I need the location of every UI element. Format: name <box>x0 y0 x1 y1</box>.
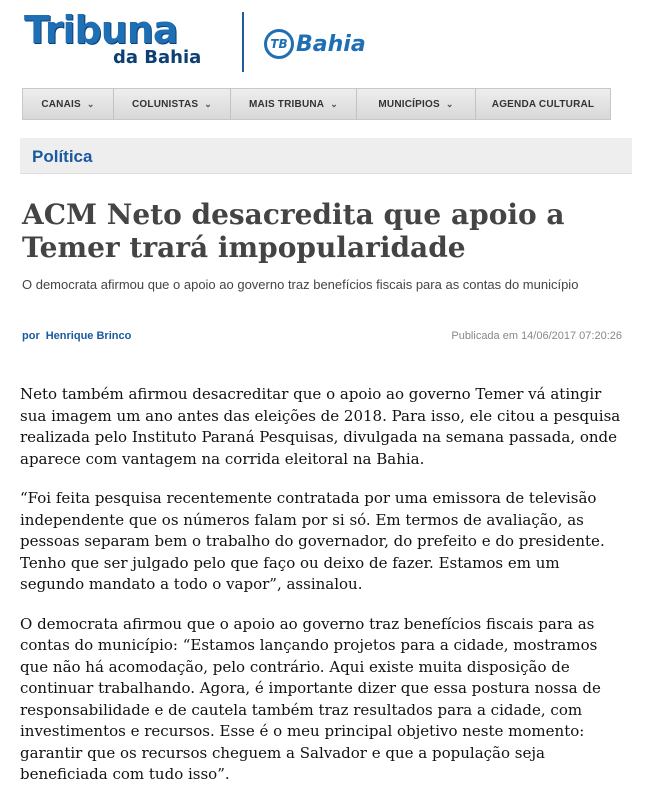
article-headline: ACM Neto desacredita que apoio a Temer trará impopularidade <box>22 198 565 264</box>
tv-name: Bahia <box>296 31 366 57</box>
logo-tribuna[interactable]: Tribuna <box>24 8 178 52</box>
chevron-down-icon: ⌄ <box>330 98 338 109</box>
author-link[interactable]: Henrique Brinco <box>45 330 132 342</box>
main-nav <box>22 88 611 120</box>
chevron-down-icon: ⌄ <box>204 98 212 109</box>
nav-item-agenda-cultural[interactable] <box>476 89 610 119</box>
nav-label: COLUNISTAS <box>131 98 199 110</box>
nav-item-colunistas[interactable] <box>114 89 231 119</box>
article-paragraph: O democrata afirmou que o apoio ao governo traz benefícios fiscais para as contas do município: “Estamos lançando projetos para a cidade, mostramos que não há acomodação, pelo contrário. Aqui existe muita disposição de continuar trabalhando. Agora, é importante dizer que essa postura nossa de responsabilidade e de cautela também traz resultados para a cidade, com investimentos e recursos. Esse é o meu principal objetivo neste momento: garantir que os recursos cheguem a Salvador e que a população seja beneficiada com tudo isso”. <box>20 614 601 783</box>
article-paragraph: “Foi feita pesquisa recentemente contratada por uma emissora de televisão independente que os números falam por si só. Em termos de avaliação, as pessoas separam bem o trabalho do governador, do prefeito e do presidente. Tenho que ser julgado pelo que faço ou deixo de fazer. Estamos em um segundo mandato a todo o vapor”, assinalou. <box>20 489 605 593</box>
nav-item-municipios[interactable] <box>357 89 476 119</box>
chevron-down-icon: ⌄ <box>86 98 95 109</box>
published-date: Publicada em 14/06/2017 07:20:26 <box>451 330 622 342</box>
nav-item-canais[interactable] <box>23 89 114 119</box>
byline-prefix: por <box>22 330 40 342</box>
article-subtitle: O democrata afirmou que o apoio ao governo traz benefícios fiscais para as contas do município <box>22 277 579 292</box>
chevron-down-icon: ⌄ <box>445 98 454 109</box>
nav-item-mais-tribuna[interactable] <box>231 89 357 119</box>
tv-bahia-logo[interactable] <box>264 26 366 62</box>
article-body <box>20 384 622 804</box>
nav-label: MAIS TRIBUNA <box>249 98 325 110</box>
byline <box>22 330 131 342</box>
tv-badge-icon: TB <box>264 29 294 59</box>
nav-label: CANAIS <box>41 98 81 110</box>
logo-divider <box>242 12 244 72</box>
section-title[interactable]: Política <box>32 147 93 166</box>
section-bar <box>20 138 632 174</box>
article-paragraph: Neto também afirmou desacreditar que o apoio ao governo Temer vá atingir sua imagem um ano antes das eleições de 2018. Para isso, ele citou a pesquisa realizada pelo Instituto Paraná Pesquisas, divulgada na semana passada, onde aparece com vantagem na corrida eleitoral na Bahia. <box>20 385 621 468</box>
site-header <box>0 0 652 85</box>
logo-da-bahia[interactable]: da Bahia <box>113 47 202 68</box>
nav-label: MUNICÍPIOS <box>378 98 440 110</box>
nav-label: AGENDA CULTURAL <box>491 98 595 110</box>
